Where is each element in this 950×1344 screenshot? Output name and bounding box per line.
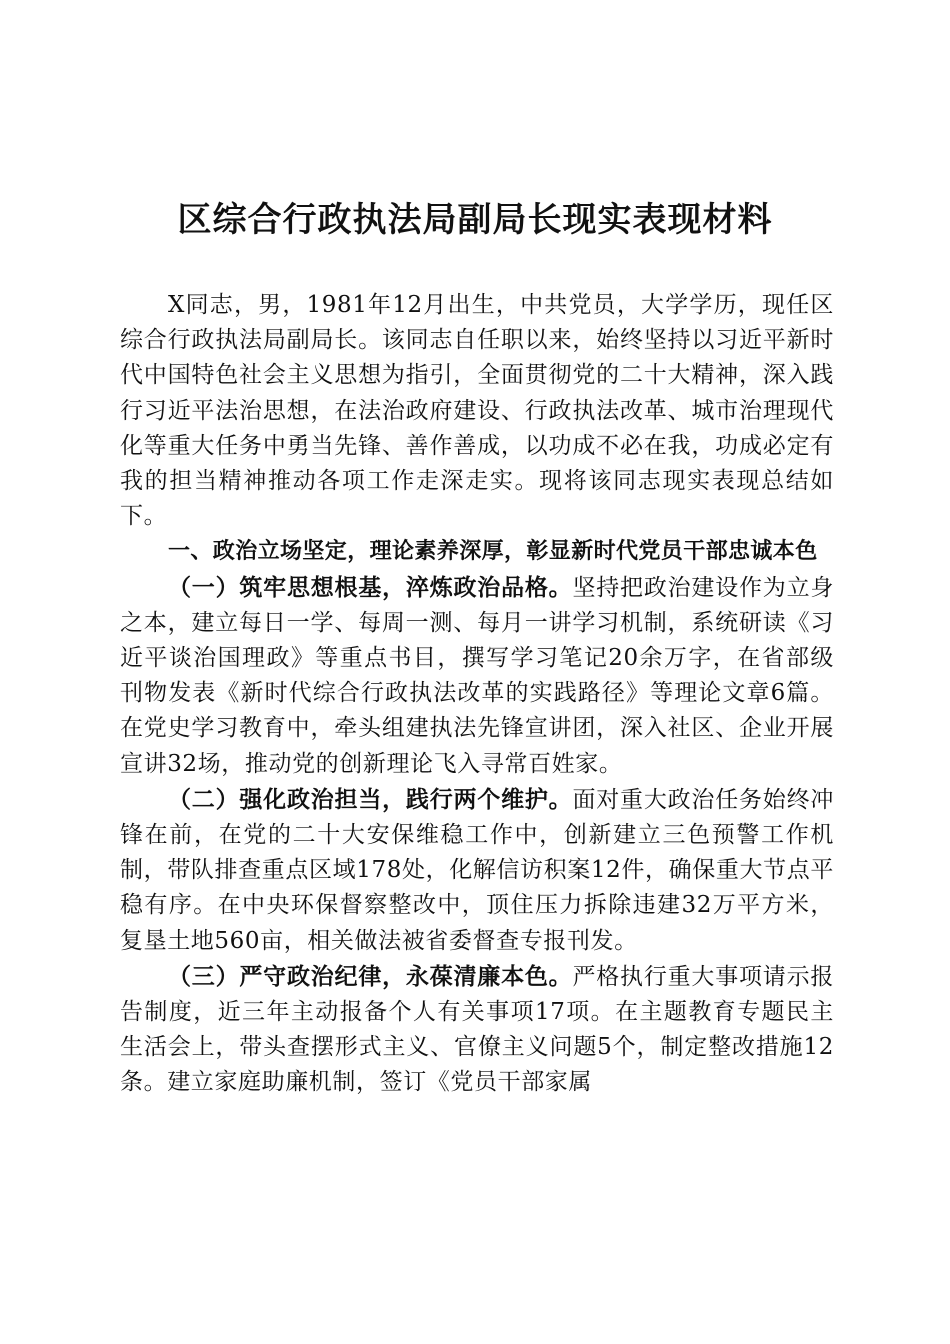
item-paragraph-1 bbox=[120, 570, 834, 782]
item-lead: （三）严守政治纪律，永葆清廉本色。 bbox=[168, 962, 573, 990]
item-lead: （二）强化政治担当，践行两个维护。 bbox=[168, 785, 573, 813]
document-body bbox=[120, 288, 834, 1101]
intro-paragraph: X同志，男，1981年12月出生，中共党员，大学学历，现任区综合行政执法局副局长。该同志自任职以来，始终坚持以习近平新时代中国特色社会主义思想为指引，全面贯彻党的二十大精神，深入践行习近平法治思想，在法治政府建设、行政执法改革、城市治理现代化等重大任务中勇当先锋、善作善成，以功成不必在我，功成必定有我的担当精神推动各项工作走深走实。现将该同志现实表现总结如下。 bbox=[120, 292, 834, 530]
section-heading: 一、政治立场坚定，理论素养深厚，彰显新时代党员干部忠诚本色 bbox=[168, 539, 818, 565]
item-lead: （一）筑牢思想根基，淬炼政治品格。 bbox=[168, 573, 573, 601]
item-paragraph-2 bbox=[120, 782, 834, 959]
item-text: 严格执行重大事项请示报告制度，近三年主动报备个人有关事项17项。在主题教育专题民主生活会上，带头查摆形式主义、官僚主义问题5个，制定整改措施12条。建立家庭助廉机制，签订《党员干部家属 bbox=[120, 963, 834, 1096]
item-text: 坚持把政治建设作为立身之本，建立每日一学、每周一测、每月一讲学习机制，系统研读《习近平谈治国理政》等重点书目，撰写学习笔记20余万字，在省部级刊物发表《新时代综合行政执法改革的实践路径》等理论文章6篇。在党史学习教育中，牵头组建执法先锋宣讲团，深入社区、企业开展宣讲32场，推动党的创新理论飞入寻常百姓家。 bbox=[120, 574, 834, 777]
item-paragraph-3 bbox=[120, 959, 834, 1101]
document-title: 区综合行政执法局副局长现实表现材料 bbox=[177, 200, 773, 240]
item-text: 面对重大政治任务始终冲锋在前，在党的二十大安保维稳工作中，创新建立三色预警工作机制，带队排查重点区域178处，化解信访积案12件，确保重大节点平稳有序。在中央环保督察整改中，顶住压力拆除违建32万平方米，复垦土地560亩，相关做法被省委督查专报刊发。 bbox=[120, 786, 834, 954]
